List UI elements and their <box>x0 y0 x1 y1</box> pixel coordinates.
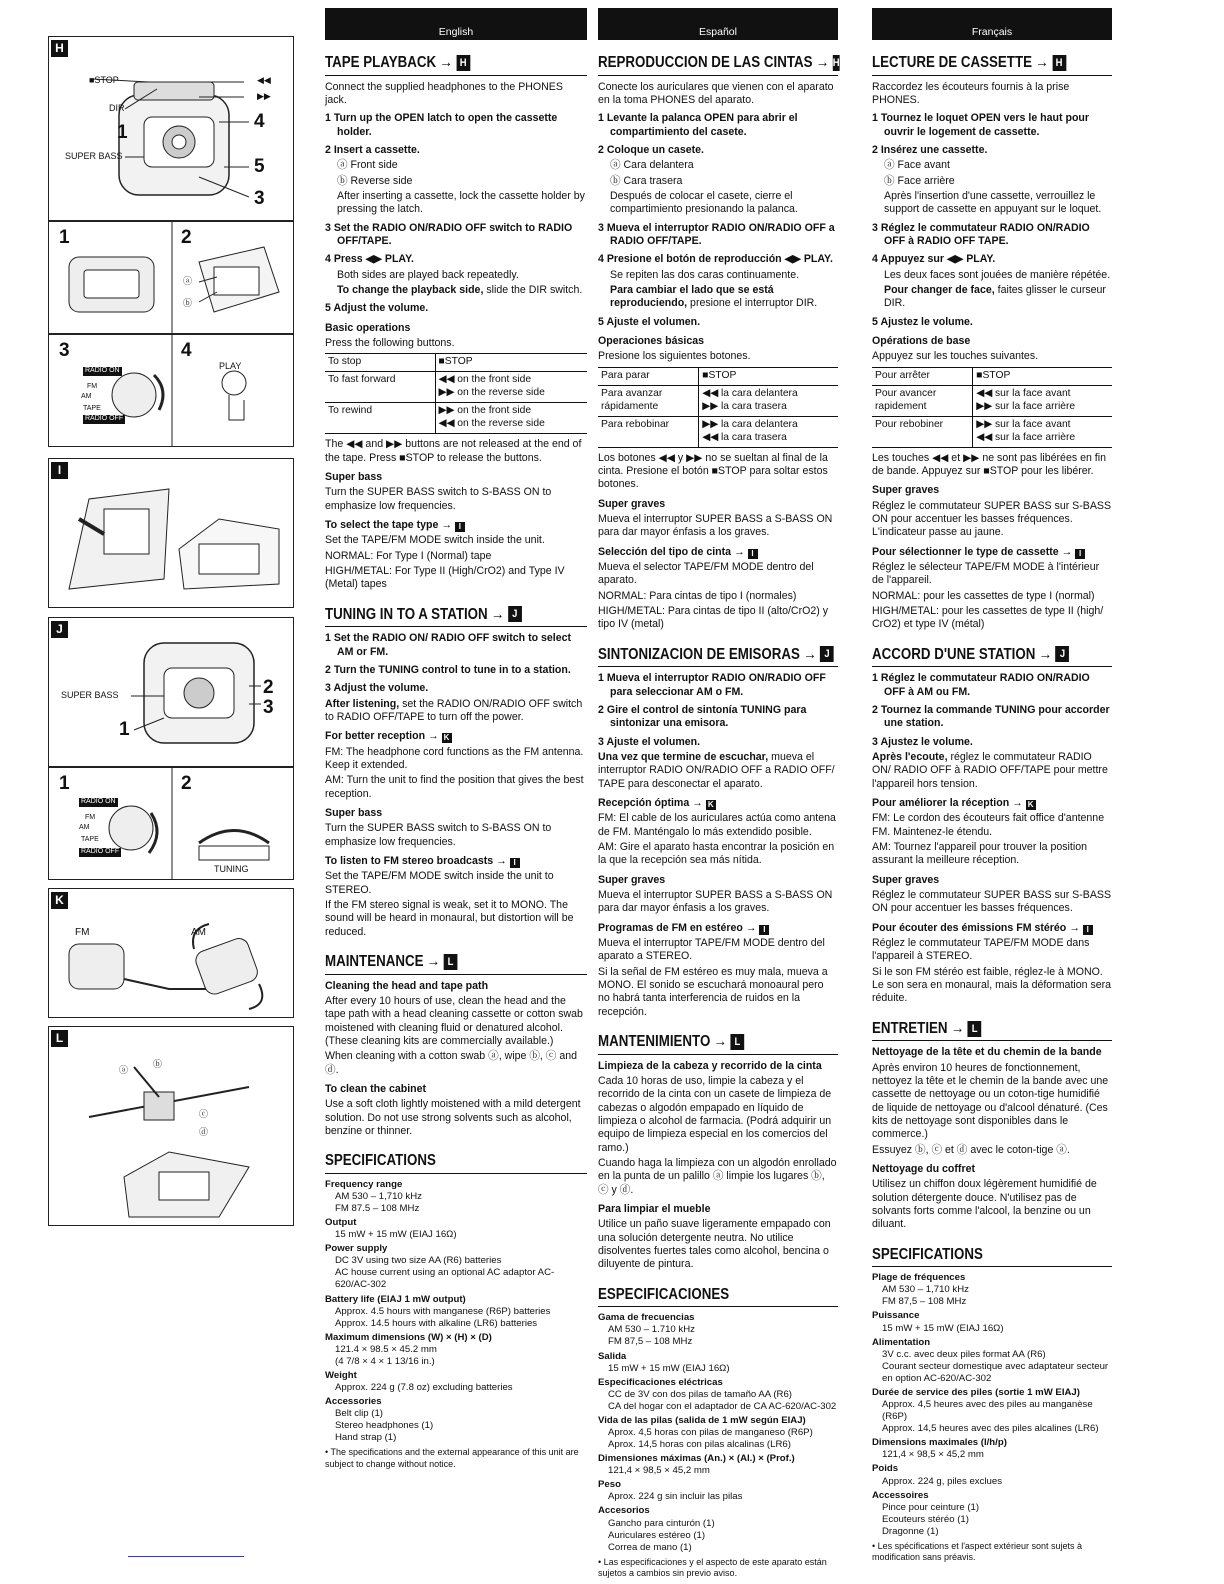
step: 5 Ajustez le volume. <box>872 315 973 328</box>
footer-rule <box>128 1556 244 1557</box>
paragraph: Para cambiar el lado que se está reproduciendo, presione el interruptor DIR. <box>610 283 818 310</box>
paragraph: Réglez le commutateur SUPER BASS sur S-BASS ON pour accentuer les basses fréquences. <box>872 889 1112 915</box>
paragraph: Raccordez les écouteurs fournis à la prise PHONES. <box>872 80 1070 106</box>
table-cell: ▶▶ sur la face avant ◀◀ sur la face arrière <box>973 416 1112 447</box>
step: 3 Set the RADIO ON/RADIO OFF switch to RADIO OFF/TAPE. <box>325 221 573 247</box>
step-3: 3 <box>59 340 70 361</box>
figure-i <box>48 458 294 608</box>
step: 5 Adjust the volume. <box>325 302 429 315</box>
label-stop: ■STOP <box>89 75 119 85</box>
paragraph: FM: The headphone cord functions as the FM antenna. Keep it extended. <box>325 745 584 771</box>
table-row <box>325 354 587 372</box>
section-title-maintenance: ENTRETIEN → L <box>872 1019 1111 1039</box>
step: 2 Coloque un casete. <box>598 143 704 156</box>
label-c: ⓒ <box>199 1109 209 1119</box>
table-cell: ■STOP <box>699 367 838 385</box>
label-b: ⓑ <box>153 1059 163 1069</box>
table-row <box>872 416 1112 447</box>
paragraph: The ◀◀ and ▶▶ buttons are not released at the end of the tape. Press ■STOP to release the buttons. <box>325 438 582 464</box>
paragraph: Si la señal de FM estéreo es muy mala, mueva a MONO. El sonido se escuchará monoaural pero no habrá tanta interferencia de ruidos en la recepción. <box>598 965 828 1018</box>
paragraph: Turn the SUPER BASS switch to S-BASS ON to emphasize low frequencies. <box>325 486 552 512</box>
paragraph: Réglez le commutateur TAPE/FM MODE dans l'appareil à STEREO. <box>872 937 1090 963</box>
step-2: 2 <box>181 227 192 248</box>
callout-4: 4 <box>254 111 265 132</box>
paragraph: HIGH/METAL: For Type II (High/CrO2) and Type IV (Metal) tapes <box>325 564 565 591</box>
paragraph: Après l'insertion d'une cassette, verrouillez le support de cassette en appuyant sur le loquet. <box>884 189 1102 216</box>
step: 1 Turn up the OPEN latch to open the cassette holder. <box>325 112 558 138</box>
paragraph: Se repiten las dos caras continuamente. <box>610 268 800 281</box>
label-a: ⓐ <box>119 1065 129 1075</box>
section-title-specifications: ESPECIFICACIONES <box>598 1285 730 1303</box>
paragraph: Mueva el selector TAPE/FM MODE dentro del aparato. <box>598 560 814 587</box>
paragraph: Les deux faces sont jouées de manière répétée. <box>884 268 1111 281</box>
paragraph: NORMAL: For Type I (Normal) tape <box>325 549 492 562</box>
paragraph: Mueva el interruptor SUPER BASS a S-BASS ON para dar mayor énfasis a los graves. <box>598 512 833 539</box>
table-cell: Para avanzar rápidamente <box>598 385 699 416</box>
subheading: Super graves <box>598 497 666 510</box>
table-row <box>325 372 587 403</box>
am-label: AM <box>81 393 92 400</box>
callout-2: 2 <box>263 677 274 698</box>
paragraph: Una vez que termine de escuchar, mueva el interruptor RADIO ON/RADIO OFF a RADIO OFF/ TAPE para desconectar el aparato. <box>598 750 835 790</box>
step: 3 Ajustez le volume. <box>872 735 973 748</box>
paragraph: Après l'ecoute, réglez le commutateur RADIO ON/ RADIO OFF à RADIO OFF/TAPE pour mettre l'appareil hors tension. <box>872 750 1108 790</box>
step: 1 Mueva el interruptor RADIO ON/RADIO OFF para seleccionar AM o FM. <box>598 672 826 698</box>
table-cell: To stop <box>325 354 435 372</box>
table-cell: Pour avancer rapidement <box>872 385 973 416</box>
subheading: Super bass <box>325 470 383 483</box>
paragraph: Connect the supplied headphones to the PHONES jack. <box>325 80 563 106</box>
paragraph: Si le son FM stéréo est faible, réglez-le à MONO. Le son sera en monaural, mais la déformation sera réduite. <box>872 965 1112 1005</box>
column-english <box>325 8 587 1470</box>
label-d: ⓓ <box>199 1127 209 1137</box>
subheading: To select the tape type → I <box>325 519 587 532</box>
paragraph: Mueva el interruptor TAPE/FM MODE dentro del aparato a STEREO. <box>598 937 825 963</box>
table-cell: To rewind <box>325 403 435 434</box>
label-super-bass: SUPER BASS <box>61 690 119 700</box>
paragraph: When cleaning with a cotton swab ⓐ, wipe ⓑ, ⓒ and ⓓ. <box>325 1050 578 1076</box>
subheading: Programas de FM en estéreo → I <box>598 922 838 935</box>
step: 2 Gire el control de sintonía TUNING para sintonizar una emisora. <box>598 703 807 730</box>
table-cell: ▶▶ on the front side ◀◀ on the reverse side <box>435 403 587 434</box>
callout-3: 3 <box>254 188 265 209</box>
table-row <box>598 385 838 416</box>
language-header: English <box>325 8 587 40</box>
paragraph: ⓐ Cara delantera <box>610 159 694 172</box>
fm-label: FM <box>87 383 98 390</box>
subheading: Cleaning the head and tape path <box>325 979 489 992</box>
table-row <box>872 385 1112 416</box>
step-2: 2 <box>181 773 192 794</box>
subheading: Super graves <box>872 873 940 886</box>
play-label: PLAY <box>219 361 242 371</box>
fm-label: FM <box>75 927 90 938</box>
step: 1 Tournez le loquet OPEN vers le haut pour ouvrir le logement de cassette. <box>872 112 1090 138</box>
figure-h <box>48 36 294 221</box>
radio-on-label: RADIO ON <box>85 367 120 374</box>
label-dir: DIR <box>109 103 125 113</box>
table-row <box>325 403 587 434</box>
label-b: ⓑ <box>183 298 193 308</box>
paragraph: Utilice un paño suave ligeramente empapado con una solución detergente neutra. No utilice disolventes fuertes tales como alcohol, bencina o diluyente de pintura. <box>598 1218 831 1271</box>
language-header: Français <box>872 8 1112 40</box>
figure-column <box>48 36 294 1541</box>
column-spanish <box>598 8 838 1579</box>
figure-tag: I <box>51 462 68 479</box>
label-a: ⓐ <box>183 276 193 286</box>
paragraph: After every 10 hours of use, clean the head and the tape path with a head cleaning cassette or cotton swab moistened with cleaning fluid or denatured alcohol. (These cleaning kits are commercially available.) <box>325 994 583 1047</box>
paragraph: AM: Tournez l'appareil pour trouver la position assurant la meilleure réception. <box>872 840 1087 867</box>
paragraph: Conecte los auriculares que vienen con el aparato en la toma PHONES del aparato. <box>598 80 834 106</box>
paragraph: Utilisez un chiffon doux légèrement humidifié de solution détergente douce. N'utilisez pas de solvants forts comme l'alcool, la benzine ou un diluant. <box>872 1178 1097 1231</box>
subheading: Basic operations <box>325 321 411 334</box>
paragraph: ⓑ Reverse side <box>337 174 413 187</box>
paragraph: Both sides are played back repeatedly. <box>337 268 519 281</box>
paragraph: Essuyez ⓑ, ⓒ et ⓓ avec le coton-tige ⓐ. <box>872 1143 1070 1156</box>
tape-label: TAPE <box>81 836 99 843</box>
step: 1 Réglez le commutateur RADIO ON/RADIO OFF à AM ou FM. <box>872 672 1090 698</box>
section-title-tape-playback: LECTURE DE CASSETTE → H <box>872 53 1111 73</box>
radio-on-label: RADIO ON <box>81 798 116 805</box>
paragraph: Después de colocar el casete, cierre el compartimiento presionando la palanca. <box>610 189 798 216</box>
section-title-maintenance: MANTENIMIENTO → L <box>598 1032 837 1052</box>
figure-j <box>48 617 294 767</box>
radio-off-label: RADIO OFF <box>85 415 124 422</box>
paragraph: Cuando haga la limpieza con un algodón enrollado en la punta de un palillo ⓐ limpie los lugares ⓑ, ⓒ y ⓓ. <box>598 1157 837 1196</box>
section-title-specifications: SPECIFICATIONS <box>325 1152 436 1170</box>
section-title-specifications: SPECIFICATIONS <box>872 1245 983 1263</box>
step: 2 Insérez une cassette. <box>872 143 988 156</box>
paragraph: Réglez le sélecteur TAPE/FM MODE à l'intérieur de l'appareil. <box>872 560 1100 587</box>
section-title-tuning: SINTONIZACION DE EMISORAS → J <box>598 645 837 665</box>
paragraph: ⓑ Face arrière <box>884 174 955 187</box>
table-cell: Para parar <box>598 367 699 385</box>
paragraph: Pour changer de face, faites glisser le curseur DIR. <box>884 283 1106 310</box>
step: 2 Turn the TUNING control to tune in to a station. <box>325 663 571 676</box>
figure-l <box>48 1026 294 1226</box>
subheading: Super bass <box>325 806 383 819</box>
subheading: Para limpiar el mueble <box>598 1203 711 1216</box>
table-cell: ◀◀ on the front side ▶▶ on the reverse side <box>435 372 587 403</box>
paragraph: Set the TAPE/FM MODE switch inside the unit. <box>325 534 545 547</box>
step: 1 Set the RADIO ON/ RADIO OFF switch to select AM or FM. <box>325 632 572 658</box>
paragraph: After inserting a cassette, lock the cassette holder by pressing the latch. <box>337 189 585 216</box>
paragraph: NORMAL: pour les cassettes de type I (normal) <box>872 589 1095 602</box>
table-cell: ◀◀ la cara delantera ▶▶ la cara trasera <box>699 385 838 416</box>
paragraph: FM: El cable de los auriculares actúa como antena de FM. Manténgalo lo más extendido posible. <box>598 812 836 838</box>
step-4: 4 <box>181 340 192 361</box>
specifications: Frequency range AM 530 – 1,710 kHz FM 87.5 – 108 MHz Output 15 mW + 15 mW (EIAJ 16Ω) Power supply DC 3V using two size AA (R6) batteries AC house current using an optional AC adaptor AC-620/AC-302 Battery life (EIAJ 1 mW output) Approx. 4.5 hours with manganese (R6P) batteries Approx. 14.5 hours with alkaline (LR6) batteries Maximum dimensions (W) × (H) × (D) 121.4 × 98.5 × 45.2 mm (4 7/8 × 4 × 1 13/16 in.) Weight Approx. 224 g (7.8 oz) excluding batteries Accessories Belt clip (1) Stereo headphones (1) Hand strap (1) • The specifications and the external appearance of this unit are subject to change without notice. <box>325 1178 579 1469</box>
operations-table <box>598 367 838 448</box>
step: 2 Insert a cassette. <box>325 143 420 156</box>
figure-h-steps-3-4 <box>48 334 294 447</box>
specifications: Gama de frecuencias AM 530 – 1.710 kHz FM 87,5 – 108 MHz Salida 15 mW + 15 mW (EIAJ 16Ω) Especificaciones eléctricas CC de 3V con dos pilas de tamaño AA (R6) CA del hogar con el adaptador de CA AC-620/AC-302 Vida de las pilas (salida de 1 mW según EIAJ) Aprox. 4,5 horas con pilas de manganeso (R6P) Aprox. 14,5 horas con pilas alcalinas (LR6) Dimensiones máximas (An.) × (Al.) × (Prof.) 121,4 × 98,5 × 45,2 mm Peso Aprox. 224 g sin incluir las pilas Accesorios Gancho para cinturón (1) Auriculares estéreo (1) Correa de mano (1) • Las especificaciones y el aspecto de este aparato están sujetos a cambios sin previo aviso. <box>598 1312 837 1579</box>
callout-3: 3 <box>263 697 274 718</box>
subheading: To clean the cabinet <box>325 1082 427 1095</box>
paragraph: After listening, set the RADIO ON/RADIO OFF switch to RADIO OFF/TAPE to turn off the power. <box>325 697 583 723</box>
step: 3 Réglez le commutateur RADIO ON/RADIO OFF à RADIO OFF TAPE. <box>872 221 1090 247</box>
step: 3 Adjust the volume. <box>325 682 429 695</box>
table-cell: Para rebobinar <box>598 416 699 447</box>
step: 4 Press ◀▶ PLAY. <box>325 253 414 266</box>
operations-table <box>872 367 1112 448</box>
table-cell: Pour arrêter <box>872 367 973 385</box>
paragraph: Réglez le commutateur SUPER BASS sur S-BASS ON pour accentuer les basses fréquences. L'indicateur passe au jaune. <box>872 499 1112 539</box>
subheading: Pour sélectionner le type de cassette → I <box>872 546 1112 559</box>
paragraph: AM: Turn the unit to find the position that gives the best reception. <box>325 774 584 800</box>
paragraph: Appuyez sur les touches suivantes. <box>872 350 1039 363</box>
paragraph: Press the following buttons. <box>325 337 455 350</box>
section-title-tuning: ACCORD D'UNE STATION → J <box>872 645 1111 665</box>
table-cell: Pour rebobiner <box>872 416 973 447</box>
tuning-label: TUNING <box>214 864 249 874</box>
section-title-tape-playback: TAPE PLAYBACK → H <box>325 53 586 73</box>
paragraph: Set the TAPE/FM MODE switch inside the unit to STEREO. <box>325 870 554 896</box>
subheading: Super graves <box>598 873 666 886</box>
step: 1 Levante la palanca OPEN para abrir el compartimiento del casete. <box>598 112 798 138</box>
paragraph: ⓑ Cara trasera <box>610 174 683 187</box>
subheading: Pour améliorer la réception → K <box>872 797 1112 810</box>
column-french <box>872 8 1112 1564</box>
table-cell: To fast forward <box>325 372 435 403</box>
subheading: Operaciones básicas <box>598 335 704 348</box>
table-row <box>872 367 1112 385</box>
paragraph: Après environ 10 heures de fonctionnement, nettoyez la tête et le chemin de la bande avec une cassette de nettoyage ou un coton-tige humidifié de liquide de nettoyage ou d'alcool dénaturé. (Ces kits de nettoyage sont disponibles dans le commerce.) <box>872 1061 1109 1141</box>
section-title-tuning: TUNING IN TO A STATION → J <box>325 605 586 625</box>
paragraph: HIGH/METAL: pour les cassettes de type II (high/ CrO2) et type IV (métal) <box>872 604 1104 631</box>
paragraph: AM: Gire el aparato hasta encontrar la posición en la que la recepción sea más nítida. <box>598 840 835 867</box>
label-super-bass: SUPER BASS <box>65 151 123 161</box>
paragraph: If the FM stereo signal is weak, set it to MONO. The sound will be heard in monaural, but distortion will be reduced. <box>325 899 574 938</box>
open-and-insert-illustration <box>49 222 294 334</box>
callout-1: 1 <box>119 719 130 740</box>
am-label: AM <box>191 927 206 938</box>
figure-tag: H <box>51 40 68 57</box>
figure-tag: L <box>51 1030 68 1047</box>
paragraph: NORMAL: Para cintas de tipo I (normales) <box>598 589 797 602</box>
table-row <box>598 367 838 385</box>
label-forward: ▶▶ <box>257 91 271 101</box>
step: 3 Mueva el interruptor RADIO ON/RADIO OFF a RADIO OFF/TAPE. <box>598 221 835 247</box>
step-1: 1 <box>59 773 70 794</box>
label-rewind: ◀◀ <box>257 75 271 85</box>
paragraph: Use a soft cloth lightly moistened with a mild detergent solution. Do not use strong solvents such as alcohol, benzine or thinner. <box>325 1098 581 1137</box>
figure-h-steps-1-2 <box>48 221 294 334</box>
reception-illustration <box>49 889 294 1018</box>
tape-label: TAPE <box>83 405 101 412</box>
section-title-maintenance: MAINTENANCE → L <box>325 952 586 972</box>
subheading: Nettoyage du coffret <box>872 1163 976 1176</box>
language-header: Español <box>598 8 838 40</box>
subheading: For better reception → K <box>325 730 587 743</box>
am-label: AM <box>79 824 90 831</box>
fm-label: FM <box>85 814 96 821</box>
section-title-tape-playback: REPRODUCCION DE LAS CINTAS → H <box>598 54 840 71</box>
step: 2 Tournez la commande TUNING pour accorder une station. <box>872 703 1110 730</box>
table-cell: ■STOP <box>973 367 1112 385</box>
radio-off-label: RADIO OFF <box>81 848 120 855</box>
paragraph: FM: Le cordon des écouteurs fait office d'antenne FM. Maintenez-le étendu. <box>872 812 1105 838</box>
table-cell: ◀◀ sur la face avant ▶▶ sur la face arrière <box>973 385 1112 416</box>
paragraph: To change the playback side, slide the DIR switch. <box>337 283 583 296</box>
subheading: Selección del tipo de cinta → I <box>598 546 838 559</box>
subheading: Nettoyage de la tête et du chemin de la bande <box>872 1046 1102 1059</box>
tape-mode-switch-illustration <box>49 459 294 608</box>
figure-j-steps <box>48 767 294 880</box>
paragraph: Los botones ◀◀ y ▶▶ no se sueltan al final de la cinta. Presione el botón ■STOP para soltar estos botones. <box>598 451 828 491</box>
callout-5: 5 <box>254 156 265 177</box>
step: 5 Ajuste el volumen. <box>598 315 701 328</box>
switch-and-play-illustration <box>49 335 294 447</box>
figure-tag: K <box>51 892 68 909</box>
step: 4 Appuyez sur ◀▶ PLAY. <box>872 253 996 266</box>
specifications: Plage de fréquences AM 530 – 1,710 kHz FM 87,5 – 108 MHz Puissance 15 mW + 15 mW (EIAJ 16Ω) Alimentation 3V c.c. avec deux piles format AA (R6) Courant secteur domestique avec adaptateur secteur en option AC-620/AC-302 Durée de service des piles (sortie 1 mW EIAJ) Approx. 4,5 heures avec des piles au manganèse (R6P) Approx. 14,5 heures avec des piles alcalines (LR6) Dimensions maximales (l/h/p) 121,4 × 98,5 × 45,2 mm Poids Approx. 224 g, piles exclues Accessoires Pince pour ceinture (1) Ecouteurs stéréo (1) Dragonne (1) • Les spécifications et l'aspect extérieur sont sujets à modification sans préavis. <box>872 1272 1109 1563</box>
subheading: To listen to FM stereo broadcasts → I <box>325 855 587 868</box>
step: 3 Ajuste el volumen. <box>598 735 701 748</box>
paragraph: Presione los siguientes botones. <box>598 350 751 363</box>
paragraph: ⓐ Front side <box>337 159 398 172</box>
subheading: Super graves <box>872 484 940 497</box>
figure-tag: J <box>51 621 68 638</box>
paragraph: Cada 10 horas de uso, limpie la cabeza y el recorrido de la cinta con un casete de limpieza de cabezas o algodón empapado en líquido de limpieza o alcohol de farmacia. (Podrá adquirir un equipo de limpieza especial en los comercios del ramo.) <box>598 1074 832 1154</box>
table-row <box>598 416 838 447</box>
subheading: Recepción óptima → K <box>598 797 838 810</box>
step-1: 1 <box>59 227 70 248</box>
paragraph: Turn the SUPER BASS switch to S-BASS ON to emphasize low frequencies. <box>325 822 552 848</box>
paragraph: ⓐ Face avant <box>884 159 950 172</box>
figure-k <box>48 888 294 1018</box>
table-cell: ▶▶ la cara delantera ◀◀ la cara trasera <box>699 416 838 447</box>
subheading: Pour écouter des émissions FM stéréo → I <box>872 922 1112 935</box>
table-cell: ■STOP <box>435 354 587 372</box>
subheading: Opérations de base <box>872 335 971 348</box>
step: 4 Presione el botón de reproducción ◀▶ PLAY. <box>598 253 833 266</box>
operations-table <box>325 353 587 434</box>
paragraph: Les touches ◀◀ et ▶▶ ne sont pas libérées en fin de bande. Appuyez sur ■STOP pour les libérer. <box>872 451 1106 477</box>
callout-1: 1 <box>117 122 128 143</box>
head-cleaning-illustration <box>49 1027 294 1226</box>
subheading: Limpieza de la cabeza y recorrido de la cinta <box>598 1059 822 1072</box>
paragraph: Mueva el interruptor SUPER BASS a S-BASS ON para dar mayor énfasis a los graves. <box>598 889 833 915</box>
paragraph: HIGH/METAL: Para cintas de tipo II (alto/CrO2) y tipo IV (metal) <box>598 604 828 631</box>
